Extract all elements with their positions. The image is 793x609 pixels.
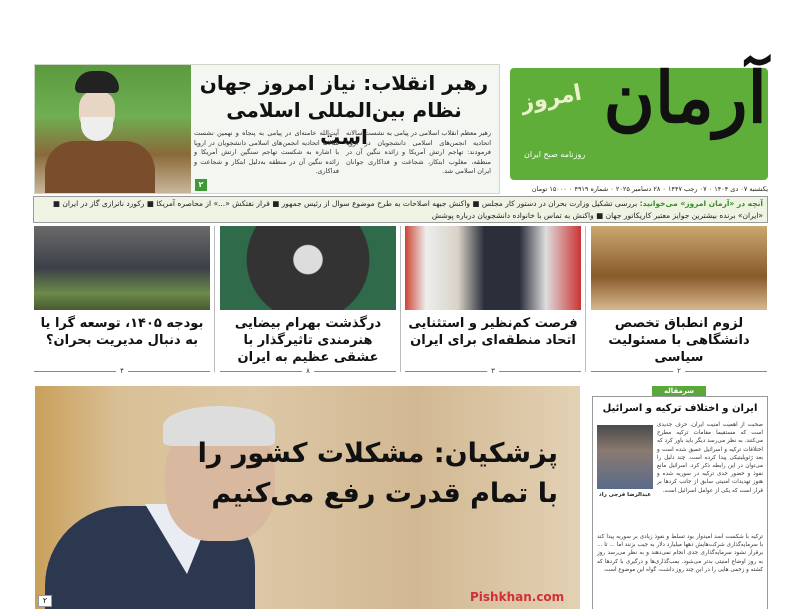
main-story-photo[interactable] [35, 386, 580, 609]
divider [585, 226, 586, 372]
dateline: یکشنبه ۰۷ دی ۱۴۰۴ ۰ ۰۷ رجب ۱۴۴۷ ۰ ۲۸ دسامبر ۲۰۲۵ ۰ شماره ۴۹۱۹ ۰ ۱۵۰۰۰ تومان [531, 185, 768, 193]
leader-photo [35, 65, 191, 193]
contents-ticker [33, 196, 768, 223]
photo-figure-turban [75, 71, 119, 93]
editorial-text-continued: ترکیه با شکست اسد امیدوار بود تسلط و نفوذ زیادی بر سوریه پیدا کند با سرمایه‌گذاری شرکت‌هایش دهها میلیارد دلار به جیب بزنند اما ... تا ... برقرار نشود سرمایه‌گذاری جدی انجام نمی‌دهند و به نظر می‌رسد روز به روز اوضاع امنیتی بدتر می‌شود. بمب‌گذاری‌ها و درگیری با کردها که کشته و زخمی هایی را در این چند روز داشت، گواه این موضوع است. [597, 534, 763, 573]
story-card[interactable] [34, 226, 210, 379]
ticker-label: آنچه در «آرمان امروز» می‌خوانید: [639, 199, 763, 208]
author-photo [597, 425, 653, 489]
ticker-text: بررسی تشکیل وزارت بحران در دستور کار مجلس ■ واکنش جبهه اصلاحات به طرح موضوع سوال از رئیس جمهور ■ فرار نفتکش «...» از محاصره آمریکا ■ رکورد ناترازی گاز در ایران ■ «ایران» برنده بیشترین جوایز معتبر کاریکاتور جهان ■ واکنش به تماس با خانواده دانشجویان درباره پوشش [52, 199, 763, 220]
page-number: ۲ [591, 371, 767, 379]
story-headline: درگذشت بهرام بیضایی هنرمندی تاثیرگذار با عشقی عظیم به ایران [234, 316, 382, 365]
editorial-text: صحبت از اهمیت امنیت ایران، حرف جدیدی است که مستقیما مقامات ترکیه مطرح می‌کنند. به نظر می‌رسد دیگر باید باور کرد که اختلافات ترکیه و اسرائیل عمیق شده است و بعد ژئوپلیتیکی پیدا کرده است. چند دلیل را می‌توان در این رابطه ذکر کرد. اسرائیل مانع نفوذ و حضور جدی ترکیه در سوریه شده و هنوز تهدیدات امنیتی سابق از جانب کردها بر قرار است که یکی از عوامل اسرائیل است. [657, 422, 763, 494]
lecture-hall-photo [591, 226, 767, 310]
masthead-logo: آرمان [603, 56, 767, 139]
editorial-title: ایران و اختلاف ترکیه و اسرائیل [602, 403, 758, 414]
page-number: ۸ [220, 371, 396, 379]
photo-figure-beard [81, 117, 113, 141]
editorial-label: سرمقاله [652, 386, 706, 397]
photo-figure-robe [45, 141, 155, 193]
author-name: عبدالرضا فرجی راد [598, 492, 652, 498]
diplomats-handshake-photo [405, 226, 581, 310]
editorial-box[interactable] [592, 396, 768, 609]
lead-column-right: رهبر معظم انقلاب اسلامی در پیامی به نشست سالانه اتحادیه انجمن‌های اسلامی دانشجویان در اروپا فرمودند: تهاجم ارتش آمریکا و زائده ننگین آن در منطقه، مغلوب ابتکار، شجاعت و فداکاری جوانان ایران اسلامی شد. [346, 129, 491, 175]
parliament-photo [34, 226, 210, 310]
page-number: ۳ [405, 371, 581, 379]
story-card[interactable] [220, 226, 396, 379]
main-headline-line: با تمام قدرت رفع می‌کنیم [211, 478, 558, 509]
divider [214, 226, 215, 372]
pishkhan-watermark: Pishkhan.com [470, 590, 565, 604]
lead-story-card[interactable] [34, 64, 500, 194]
page-badge: ۲ [195, 179, 207, 191]
story-card[interactable] [591, 226, 767, 379]
lead-column-left: آیت‌الله خامنه‌ای در پیامی به پنجاه و نهمین نشست سالانه اتحادیه انجمن‌های اسلامی دانشجویان در اروپا با اشاره به شکست تهاجم سنگین ارتش آمریکا و زائده ننگین آن در منطقه به‌دلیل ابتکار و شجاعت و فداکاری. [194, 129, 339, 175]
page-number: ۴ [34, 371, 210, 379]
divider [400, 226, 401, 372]
story-headline: فرصت کم‌نظیر و استثنایی اتحاد منطقه‌ای برای ایران [408, 316, 578, 348]
story-headline: بودجه ۱۴۰۵، توسعه گرا یا به دنبال مدیریت بحران؟ [40, 316, 204, 348]
masthead-subtitle: امروز [518, 80, 584, 116]
page-number: ۲ [38, 595, 52, 607]
masthead-tagline: روزنامه صبح ایران [524, 150, 586, 159]
story-card[interactable] [405, 226, 581, 379]
main-headline-line: پزشکیان: مشکلات کشور را [197, 438, 558, 469]
bahram-beyzaie-photo [220, 226, 396, 310]
story-headline: لزوم انطباق تخصص دانشگاهی با مسئولیت سیاسی [608, 316, 750, 365]
main-headline [198, 434, 558, 514]
lead-headline: رهبر انقلاب: نیاز امروز جهان نظام بین‌المللی اسلامی است [199, 71, 489, 149]
